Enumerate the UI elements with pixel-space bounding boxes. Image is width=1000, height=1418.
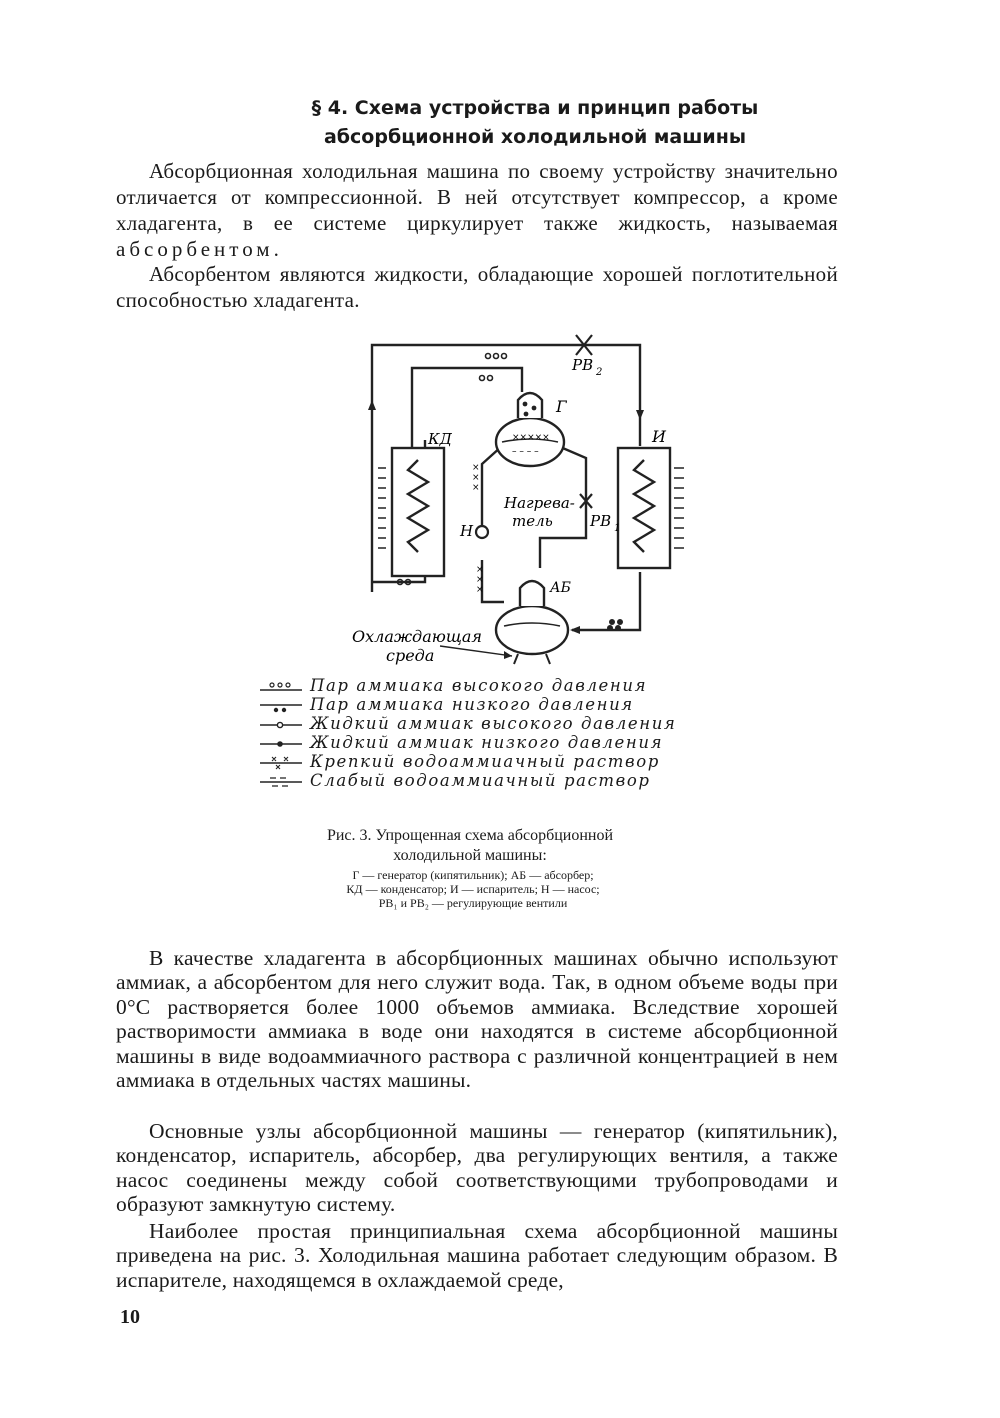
legend-label: Слабый водоаммиачный раствор — [310, 771, 651, 790]
section-heading — [300, 94, 770, 152]
legend-symbol-lp-liquid — [258, 737, 304, 751]
label-heater-2: тель — [512, 512, 553, 530]
legend-label: Жидкий аммиак низкого давления — [310, 733, 664, 752]
evaporator-i — [618, 448, 670, 568]
caption-title-line-2: холодильной машины: — [393, 847, 547, 864]
legend-symbol-hp-vapor — [258, 680, 304, 694]
svg-text:×: × — [476, 585, 484, 595]
svg-text:×: × — [472, 483, 480, 493]
figure-caption-title — [240, 826, 700, 866]
label-g: Г — [556, 397, 567, 416]
heading-line-1: § 4. Схема устройства и принцип работы — [311, 97, 759, 119]
svg-text:×: × — [476, 565, 484, 575]
legend-symbol-lp-vapor — [258, 699, 304, 713]
intro-paragraph-1 — [116, 158, 838, 262]
figure-caption-keys — [258, 868, 688, 910]
svg-text:×××××: ××××× — [512, 433, 550, 443]
label-rv2: РВ — [572, 356, 594, 374]
label-n: Н — [460, 522, 474, 540]
legend-symbol-weak-solution — [258, 775, 304, 789]
legend-symbol-hp-liquid — [258, 718, 304, 732]
heading-line-2: абсорбционной холодильной машины — [323, 126, 747, 148]
body-paragraph-1: В качестве хладагента в абсорбционных машинах обычно используют аммиак, а абсорбентом для него служит вода. Так, в одном объеме воды при 0°С растворяется более 1000 объемов аммиака. Вследствие хорошей растворимости аммиака в воде они находятся в системе абсорбционной машины в виде водоаммиачного раствора с различной концентрацией в нем аммиака в отдельных частях машины. — [116, 946, 838, 1093]
absorber-ab — [496, 606, 568, 654]
caption-keys-line-3: РВ₁ и РВ₂ — регулирующие вентили — [378, 896, 568, 910]
label-rv1: РВ — [590, 512, 612, 530]
intro-p1-text: Абсорбционная холодильная машина по своему устройству значительно отличается от компрессионной. В ней отсутствует компрессор, а кроме хладагента, в ее системе циркулирует также жидкость, называемая — [116, 159, 838, 235]
body-paragraph-3: Наиболее простая принципиальная схема абсорбционной машины приведена на рис. 3. Холодильная машина работает следующим образом. В испарителе, находящемся в охлаждаемой среде, — [116, 1219, 838, 1292]
svg-text:×: × — [472, 463, 480, 473]
label-cooling-2: среда — [386, 646, 435, 665]
label-i: И — [652, 427, 666, 446]
svg-text:– – – –: – – – – — [512, 447, 539, 457]
legend-label: Пар аммиака низкого давления — [310, 695, 634, 714]
body-paragraph-2: Основные узлы абсорбционной машины — генератор (кипятильник), конденсатор, испаритель, абсорбер, два регулирующих вентиля, а также насос соединены между собой соответствующими трубопроводами и образуют замкнутую систему. — [116, 1119, 838, 1217]
evaporator-return-pipe — [572, 572, 640, 630]
caption-title-line-1: Рис. 3. Упрощенная схема абсорбционной — [326, 827, 614, 844]
legend-label: Пар аммиака высокого давления — [310, 676, 648, 695]
page-number: 10 — [120, 1306, 140, 1328]
legend-row-weak-solution — [258, 773, 698, 792]
label-kd: КД — [428, 430, 452, 448]
diagram-legend — [258, 678, 698, 792]
label-cooling-1: Охлаждающая — [352, 627, 482, 646]
legend-label: Жидкий аммиак высокого давления — [310, 714, 677, 733]
intro-paragraph-2: Абсорбентом являются жидкости, обладающие хорошей поглотительной способностью хладагента. — [116, 262, 838, 312]
label-rv1-sub: 1 — [614, 523, 621, 534]
absorbent-term: абсорбентом — [116, 237, 274, 261]
svg-text:×: × — [472, 473, 480, 483]
caption-keys-line-1: Г — генератор (кипятильник); АБ — абсорбер; — [352, 868, 594, 882]
svg-text:×: × — [476, 575, 484, 585]
legend-label: Крепкий водоаммиачный раствор — [310, 752, 660, 771]
label-ab: АБ — [550, 580, 571, 596]
intro-p1-end: . — [273, 237, 280, 261]
label-rv2-sub: 2 — [596, 367, 603, 378]
pump-n — [476, 526, 488, 538]
label-heater-1: Нагрева- — [504, 494, 575, 512]
caption-keys-line-2: КД — конденсатор; И — испаритель; Н — насос; — [346, 882, 600, 896]
legend-symbol-strong-solution — [258, 756, 304, 770]
